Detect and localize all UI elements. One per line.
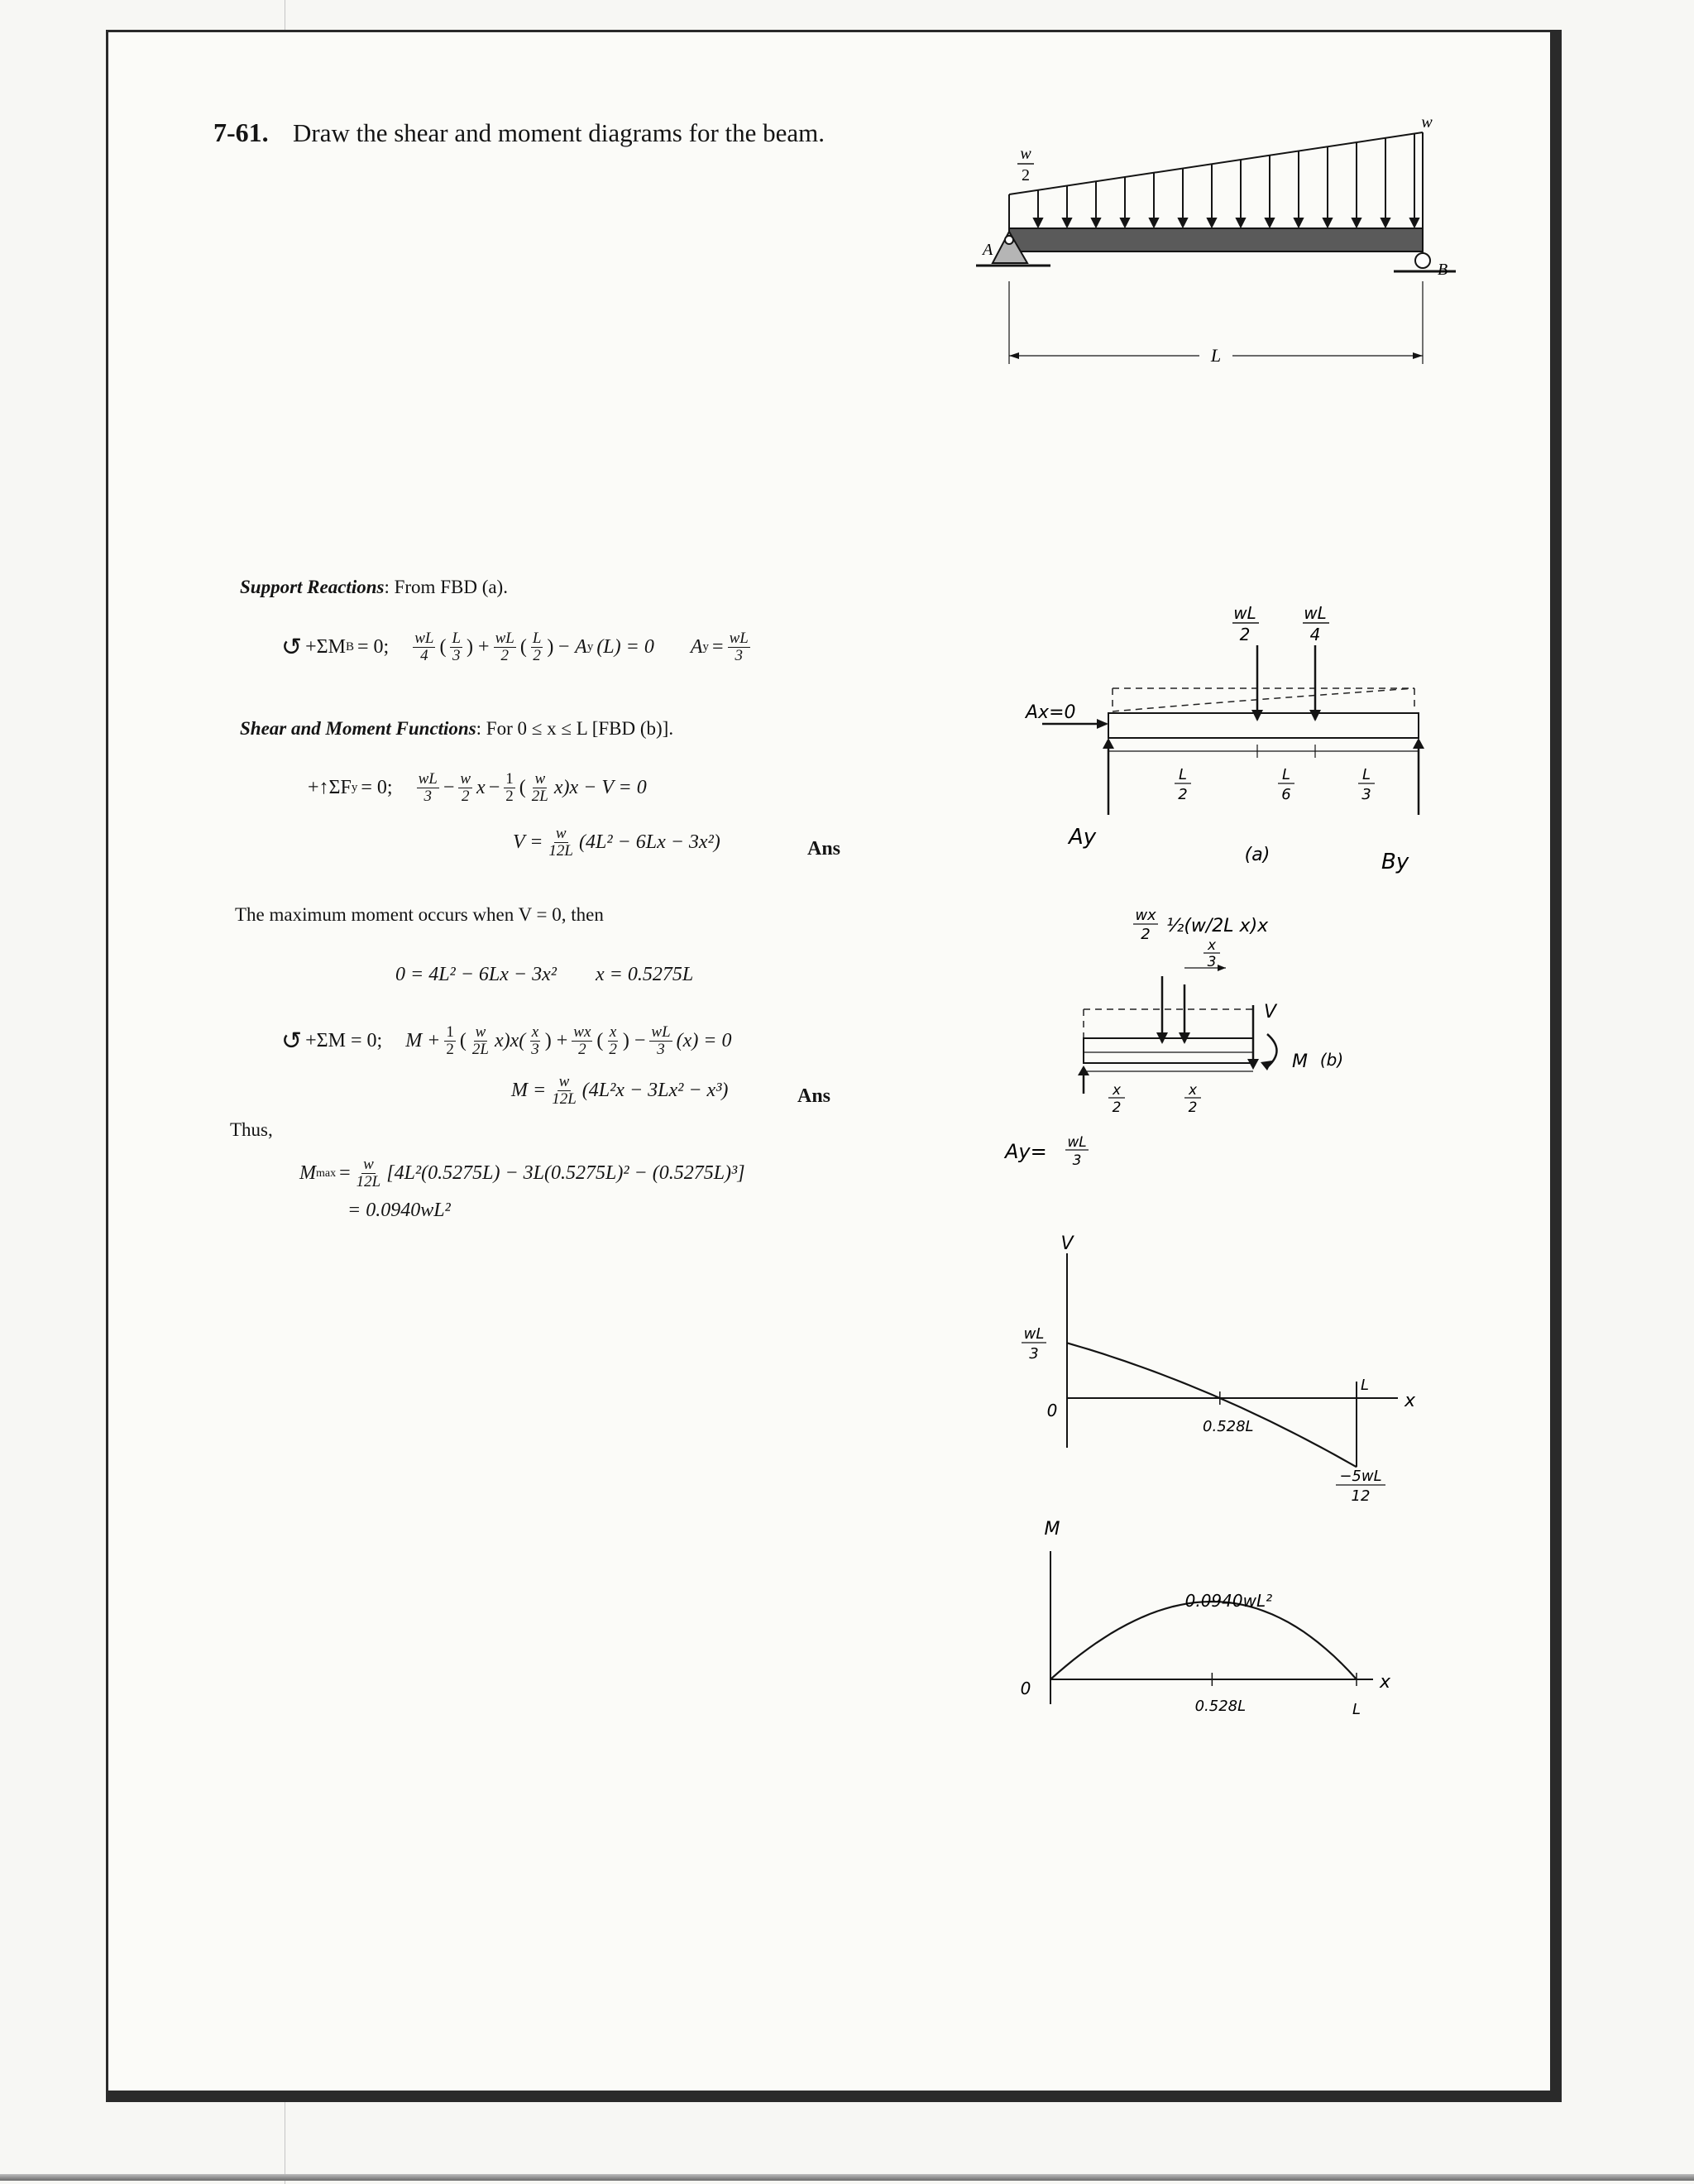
load-top-line [1009,132,1423,194]
moment-diagram [1009,1514,1406,1762]
fbd-a-ax: Ax=0 [1026,702,1076,723]
beam-body [1009,228,1423,251]
support-from: : From FBD (a). [384,577,508,597]
shear-cross-label: 0.528L [1203,1418,1254,1435]
support-equation: ↺ +ΣM B = 0; $\frac{wL}{4}$ ( $\frac{L}{3}$ ) + $\frac{wL}{2}$ ( $\frac{L}{2}$ ) − A y (L) = 0 A y = $\frac{wL}{3}$ [281,630,749,664]
svg-text:3: 3 [1207,954,1217,970]
eq-zero: = 0; [357,636,390,659]
shear-origin: 0 [1046,1401,1058,1420]
moment-ans: Ans [797,1085,831,1107]
svg-text:2: 2 [1188,1099,1198,1116]
moment-origin: 0 [1020,1679,1031,1698]
svg-text:wL: wL [1023,1325,1045,1343]
svg-text:12: 12 [1351,1487,1371,1505]
moment-ccw-icon-2: ↺ [281,1027,303,1055]
shear-curve [1067,1343,1357,1467]
moment-function: M = $\frac{w}{12L}$ (4L²x − 3Lx² − x³) [511,1073,729,1108]
shear-end-label: L [1360,1377,1370,1394]
fbd-b-ay: Ay= [1005,1140,1047,1163]
support-heading-line [240,577,508,597]
beam-figure [968,113,1481,381]
functions-range: : For 0 ≤ x ≤ L [FBD (b)]. [476,718,674,739]
fbd-a-ay: Ay [1069,825,1097,850]
svg-text:3: 3 [1072,1152,1082,1169]
shear-ans: Ans [807,838,841,860]
svg-text:2: 2 [1141,926,1151,943]
fbd-a-diagram [1017,596,1448,874]
moment-axis-m-label: M [1044,1519,1060,1540]
support-a-label: A [983,241,993,259]
functions-heading-line [240,718,673,739]
sum-moments-b: +ΣM [305,636,346,659]
shear-function: V = $\frac{w}{12L}$ (4L² − 6Lx − 3x²) [513,825,720,860]
roller-support-b [1415,253,1430,268]
svg-text:6: 6 [1281,786,1291,803]
problem-statement: Draw the shear and moment diagrams for the beam. [293,118,825,147]
support-b-label: B [1438,261,1448,279]
problem-number: 7-61. [213,117,269,147]
mmax-result: = 0.0940wL² [347,1200,451,1221]
svg-text:L: L [1281,766,1291,783]
moment-ccw-icon: ↺ [281,633,303,661]
svg-text:wx: wx [1135,907,1156,924]
fbd-b-caption: (b) [1319,1050,1344,1070]
svg-text:wL: wL [1067,1134,1087,1151]
max-moment-statement: The maximum moment occurs when V = 0, then [235,904,604,925]
shear-diagram [1009,1233,1416,1514]
shear-axis-x-label: x [1404,1391,1416,1411]
svg-text:2: 2 [1178,786,1188,803]
fbd-b-diagram [1001,902,1348,1183]
load-arrows [1034,134,1419,227]
svg-text:2: 2 [1239,625,1251,644]
moment-curve [1050,1602,1357,1679]
moment-peak-x-label: 0.528L [1194,1698,1247,1715]
fbd-b-load-term: ½(w/2L x)x [1166,916,1269,936]
svg-text:L: L [1178,766,1188,783]
sub-b: B [345,640,354,654]
load-left-den: 2 [1022,166,1030,184]
moment-axis-x-label: x [1380,1672,1391,1693]
load-right-label: w [1421,113,1433,132]
thus-label: Thus, [230,1119,273,1140]
fbd-a-by: By [1381,850,1409,874]
root-equation: 0 = 4L² − 6Lx − 3x² [395,964,557,985]
load-left-label: w [1020,145,1031,163]
svg-text:2: 2 [1112,1099,1122,1116]
svg-text:L: L [1361,766,1371,783]
svg-text:wL: wL [1233,603,1256,623]
svg-text:3: 3 [1361,786,1371,803]
svg-text:3: 3 [1029,1345,1039,1363]
root-value: x = 0.5275L [596,964,694,985]
moment-peak-label: 0.0940wL² [1184,1591,1273,1611]
svg-text:x: x [1207,937,1217,954]
support-heading: Support Reactions [240,577,385,597]
shear-equation: +↑ΣF y = 0; $\frac{wL}{3}$ − $\frac{w}{2}$ x − $\frac{1}{2}$ ( $\frac{w}{2L}$ x)x − V = 0 [308,770,647,805]
svg-text:x: x [1112,1082,1122,1099]
fbd-a-caption: (a) [1244,845,1270,865]
svg-text:x: x [1188,1082,1198,1099]
moment-equation: ↺ +ΣM = 0; M + $\frac{1}{2}$ ( $\frac{w}{2L}$ x)x( $\frac{x}{3}$ ) + $\frac{wx}{2}$ ( $\frac{x}{2}$ ) − $\frac{wL}{3}$ (x) = 0 [281,1023,732,1058]
shear-end-value: −5wL [1339,1468,1382,1485]
fbd-b-v: V [1264,1002,1277,1023]
mmax-equation: M max = $\frac{w}{12L}$ [4L²(0.5275L) − 3L(0.5275L)² − (0.5275L)³] [299,1156,745,1190]
span-label: L [1210,345,1222,366]
moment-end-label: L [1352,1701,1361,1718]
shear-axis-v-label: V [1060,1233,1074,1254]
scan-bottom-edge [0,2174,1694,2181]
fbd-b-m: M [1292,1051,1308,1072]
svg-text:4: 4 [1309,625,1321,644]
svg-text:wL: wL [1304,603,1327,623]
functions-heading: Shear and Moment Functions [240,718,476,739]
